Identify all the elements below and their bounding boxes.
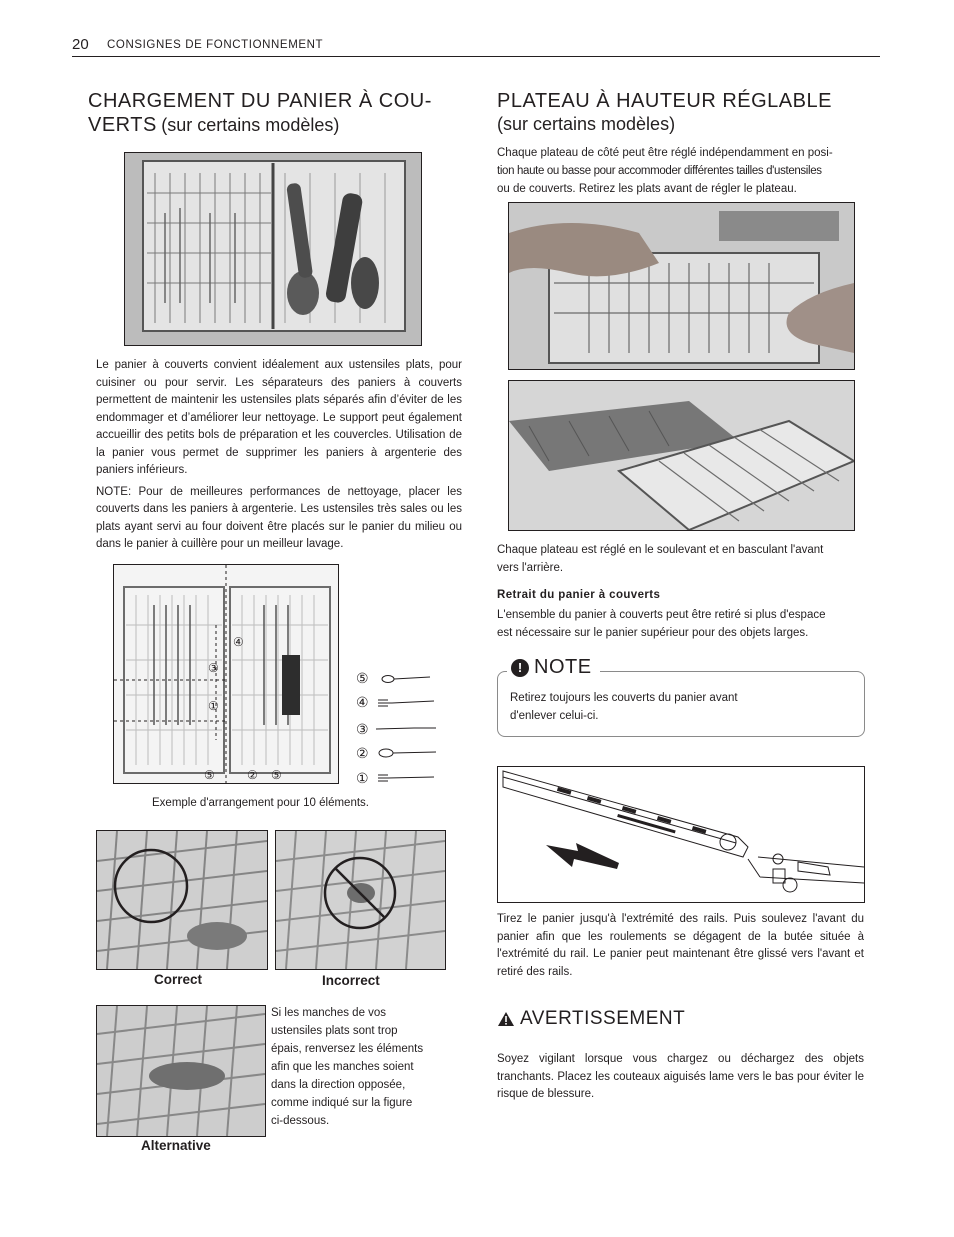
adjust-tray-photo-2: [508, 380, 855, 531]
exclamation-icon: !: [511, 659, 529, 677]
right-intro: [497, 144, 865, 198]
intro-line: Chaque plateau de côté peut être réglé indépendamment en posi-: [497, 147, 833, 159]
warning-heading: [498, 1008, 685, 1030]
note-title: NOTE: [534, 656, 592, 678]
note-heading: [507, 656, 600, 679]
utensil-legend: [356, 670, 446, 790]
alternative-text: [271, 1004, 461, 1130]
right-title: PLATEAU À HAUTEUR RÉGLABLE: [497, 90, 832, 112]
after-photos-text: [497, 541, 823, 577]
marker-2: ②: [247, 768, 258, 782]
note-text: [510, 689, 738, 725]
intro-line: ou de couverts. Retirez les plats avant de régler le plateau.: [497, 183, 797, 195]
alternative-photo: [96, 1005, 266, 1137]
marker-5b: ⑤: [271, 768, 282, 782]
adjust-tray-photo-1: [508, 202, 855, 370]
right-subtitle: (sur certains modèles): [497, 114, 676, 134]
alt-line: dans la direction opposée,: [271, 1079, 406, 1091]
alternative-label: Alternative: [141, 1138, 211, 1153]
alt-line: épais, renversez les éléments: [271, 1043, 424, 1055]
incorrect-photo: [275, 830, 446, 970]
warning-title: AVERTISSEMENT: [520, 1008, 686, 1029]
retrait-text: [497, 606, 826, 642]
rail-text: Tirez le panier jusqu'à l'extrémité des rails. Puis soulevez l'avant du panier afin que les roulements se dégagent de la butée située à l'extrémité du rail. Le panier peut maintenant être glissé vers l'avant et retiré des rails.: [497, 913, 864, 978]
diagram-caption: Exemple d'arrangement pour 10 éléments.: [152, 797, 369, 809]
alt-line: Si les manches de vos: [271, 1007, 387, 1019]
utensil-icons: [374, 670, 446, 790]
left-title-line2: VERTS: [88, 114, 157, 136]
left-title-line1: CHARGEMENT DU PANIER À COU-: [88, 90, 432, 112]
marker-3: ③: [208, 661, 219, 675]
alt-line: comme indiqué sur la figure: [271, 1097, 413, 1109]
retrait-title: Retrait du panier à couverts: [497, 589, 661, 601]
arrangement-diagram: [113, 564, 339, 784]
warning-triangle-icon: [498, 1012, 514, 1026]
alt-line: ustensiles plats sont trop: [271, 1025, 398, 1037]
note-line: Retirez toujours les couverts du panier avant: [510, 692, 738, 704]
legend-2: ②: [356, 745, 369, 761]
after-line: vers l'arrière.: [497, 562, 564, 574]
correct-label: Correct: [154, 972, 203, 987]
after-line: Chaque plateau est réglé en le soulevant et en basculant l'avant: [497, 544, 824, 556]
warning-text: Soyez vigilant lorsque vous chargez ou déchargez des objets tranchants. Placez les couteaux aiguisés lame vers le bas pour éviter le risque de blessure.: [497, 1053, 864, 1100]
legend-4: ④: [356, 694, 369, 710]
left-title: [88, 89, 468, 137]
section-header: CONSIGNES DE FONCTIONNEMENT: [107, 39, 324, 51]
intro-line: tion haute ou basse pour accommoder différentes tailles d'ustensiles: [497, 165, 822, 177]
left-para1: Le panier à couverts convient idéalement aux ustensiles plats, pour cuisiner ou pour servir. Les séparateurs des paniers à couverts permettent de maintenir les ustensiles plats séparés afin d’éviter de les endommager et d’améliorer leur nettoyage. Le support peut également accueillir des petits bols de préparation et les couvercles. Utilisation de la panier vous permet de supprimer les paniers à argenterie des paniers inférieurs.: [96, 359, 462, 476]
marker-5a: ⑤: [204, 768, 215, 782]
left-title-subtitle: (sur certains modèles): [161, 115, 340, 135]
retrait-line: L'ensemble du panier à couverts peut être retiré si plus d'espace: [497, 609, 826, 621]
alt-line: afin que les manches soient: [271, 1061, 414, 1073]
left-body: [96, 357, 462, 558]
legend-5: ⑤: [356, 670, 369, 686]
left-para2: NOTE: Pour de meilleures performances de nettoyage, placer les couverts dans les paniers à argenterie. Les ustensiles très sales ou les plats ayant servi au four doivent être placés sur le panier du milieu ou dans le panier à cuillère pour un meilleur lavage.: [96, 485, 462, 550]
marker-1: ①: [208, 699, 219, 713]
marker-4: ④: [233, 635, 244, 649]
correct-photo: [96, 830, 268, 970]
note-line: d'enlever celui-ci.: [510, 710, 599, 722]
page-number: 20: [72, 36, 89, 53]
retrait-line: est nécessaire sur le panier supérieur pour des objets larges.: [497, 627, 809, 639]
legend-1: ①: [356, 770, 369, 786]
rail-removal-diagram: [497, 766, 865, 903]
alt-line: ci-dessous.: [271, 1115, 330, 1127]
cutlery-basket-photo: [124, 152, 422, 346]
incorrect-label: Incorrect: [322, 973, 380, 988]
legend-3: ③: [356, 721, 369, 737]
header-rule: [72, 56, 880, 57]
